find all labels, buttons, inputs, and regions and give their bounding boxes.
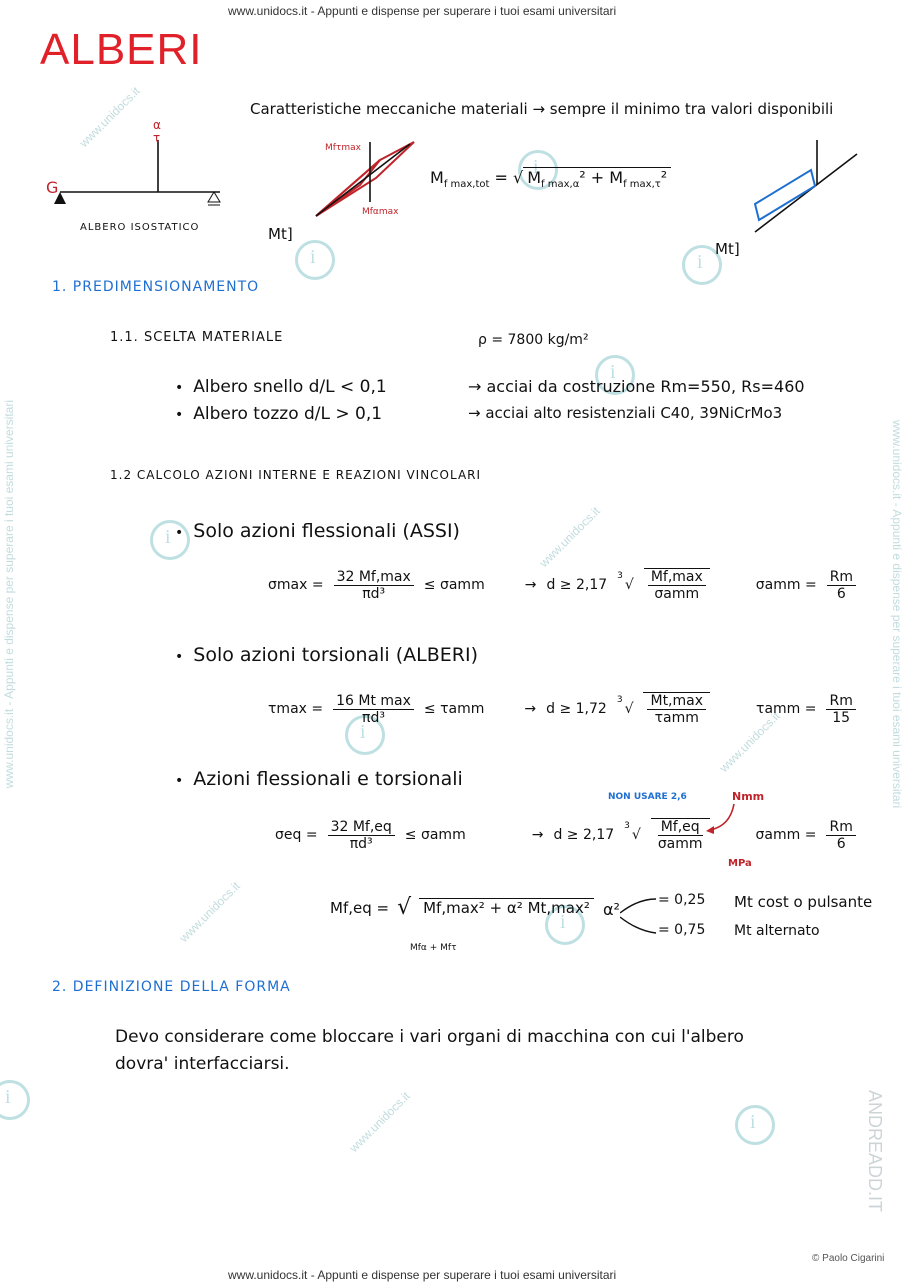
bottom-banner[interactable]: www.unidocs.it - Appunti e dispense per superare i tuoi esami universitari [228,1268,617,1282]
section-2-heading: 2. DEFINIZIONE DELLA FORMA [52,979,291,995]
watermark-logo-icon [295,240,335,280]
alpha-desc-2: Mt alternato [734,923,820,939]
total-moment-formula: $M_{f max,tot}$ = √ $M_{f max,\alpha}^2 + M_{f max,\tau}^2$ [430,168,671,190]
bullet-tozzo: • Albero tozzo d/L > 0,1 [175,404,383,424]
note-mpa: MPa [728,858,752,869]
comb-equation: σeq = $\frac{32 Mf,eq}{\text{πd³}}$ ≤ σamm → d ≥ 2,17 3 √ $\frac{Mf,eq}{\text{σamm}}$ σamm = $\frac{Rm}{6}$ [275,818,856,852]
intro-caption: Caratteristiche meccaniche materiali → sempre il minimo tra valori disponibili [250,100,834,118]
mt-label-left: Mt] [268,225,293,243]
alpha-value-1: = 0,25 [658,892,706,908]
density-value: ρ = 7800 kg/m² [478,332,589,348]
comb-title: • Azioni flessionali e torsionali [175,768,463,790]
section-2-text-2: dovra' interfacciarsi. [115,1054,290,1074]
top-banner[interactable]: www.unidocs.it - Appunti e dispense per superare i tuoi esami universitari [228,4,617,18]
section-2-text-1: Devo considerare come bloccare i vari organi di macchina con cui l'albero [115,1027,744,1047]
tors-title: • Solo azioni torsionali (ALBERI) [175,644,478,666]
note-nmm: Nmm [732,790,765,803]
diag-top-label: Mfτmax [325,143,361,153]
meq-equation: Mf,eq = √ Mf,max² + α² Mt,max² [330,895,594,920]
g-label: G [46,178,59,197]
side-banner-left: www.unidocs.it - Appunti e dispense per superare i tuoi esami universitari [2,400,16,789]
side-banner-right: www.unidocs.it - Appunti e dispense per superare i tuoi esami universitari [890,420,904,809]
meq-under: Mfα + Mfτ [410,943,457,953]
page-title: ALBERI [40,25,203,74]
note-no-use: NON USARE 2,6 [608,792,687,802]
flex-equation: σmax = $\frac{32 Mf,\max}{\text{πd³}}$ ≤ σamm → d ≥ 2,17 3 √ $\frac{Mf,\max}{\text{σamm}}$ σamm = $\frac{Rm}{6}$ [268,568,856,602]
alpha-label: α² [603,900,620,919]
alpha-desc-1: Mt cost o pulsante [734,893,873,911]
watermark-text: www.unidocs.it [176,878,243,946]
watermark-text: www.unidocs.it [76,83,143,151]
section-1-2-heading: 1.2 CALCOLO AZIONI INTERNE E REAZIONI VINCOLARI [110,468,482,482]
tors-equation: τmax = $\frac{\text{16 Mt max}}{\text{πd³}}$ ≤ τamm → d ≥ 1,72 3 √ $\frac{Mt,\max}{\text{τamm}}$ τamm = $\frac{Rm}{15}$ [268,692,856,726]
brand-watermark: ANDREADD.IT [865,1090,885,1213]
axis-t-label: τ [153,131,161,145]
formula-lhs: M [430,168,444,187]
beam-diagram [40,110,240,240]
watermark-text: www.unidocs.it [716,708,783,776]
beam-label: ALBERO ISOSTATICO [80,222,200,233]
bullet-snello-right: → acciai da costruzione Rm=550, Rs=460 [468,377,805,396]
watermark-logo-icon [0,1080,30,1120]
section-1-heading: 1. PREDIMENSIONAMENTO [52,279,260,295]
bullet-snello: • Albero snello d/L < 0,1 [175,377,387,397]
torque-diagram [745,140,865,240]
bullet-tozzo-right: → acciai alto resistenziali C40, 39NiCrMo3 [468,404,783,422]
mt-label-right: Mt] [715,240,740,258]
alpha-branch-icon [620,895,660,940]
diag-bottom-label: Mfαmax [362,207,399,217]
flex-title: • Solo azioni flessionali (ASSI) [175,520,460,542]
copyright: © Paolo Cigarini [812,1253,885,1264]
formula-radicand: $M_{f max,\alpha}^2 + M_{f max,\tau}^2$ [523,167,671,187]
axis-a-label: α [153,118,161,132]
watermark-logo-icon [735,1105,775,1145]
watermark-text: www.unidocs.it [346,1088,413,1156]
watermark-text: www.unidocs.it [536,503,603,571]
alpha-value-2: = 0,75 [658,922,706,938]
formula-lhs-sub: f max,tot [443,179,490,191]
section-1-1-heading: 1.1. SCELTA MATERIALE [110,330,284,345]
